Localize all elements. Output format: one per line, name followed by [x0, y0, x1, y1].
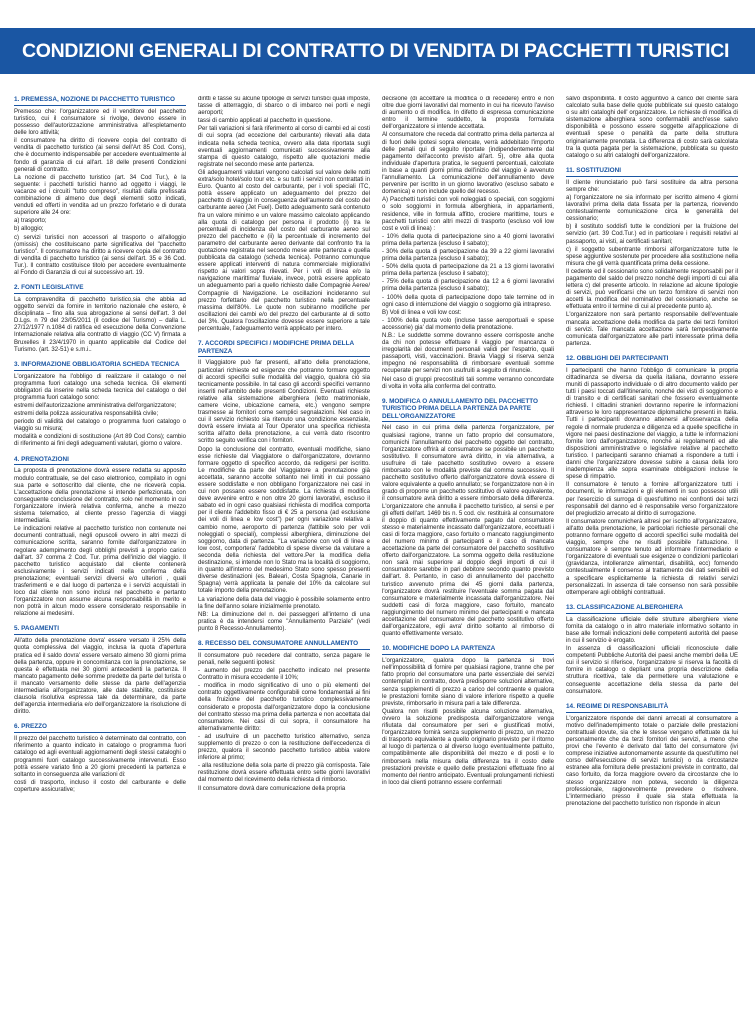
- section-paragraph: diritti e tasse su alcune tipologie di servizi turistici quali imposte, tasse di atterraggio, di sbarco o di imbarco nei porti e negli aeroporti;: [198, 96, 370, 117]
- section-paragraph: il consumatore ha diritto di ricevere copia del contratto di vendita di pacchetto turistico (ai sensi dell'Art 85 Cod. Cons), che è documento indispensabile per accedere eventualmente al fondo di garanzia di cui all'art. 18 delle presenti Condizioni generali di contratto.: [14, 138, 186, 173]
- section-paragraph: Al consumatore che receda dal contratto prima della partenza al di fuori delle ipotesi sopra elencate, verrà addebitato l'importo delle penali qui di seguito riportate (indipendentemente dal pagamento dell'acconto previsto all'art. 5), oltre alla quota individuale d'apertura pratica, le seguenti percentuali, calcolate in base a quanti giorni prima dell'inizio del viaggio è avvenuto l'annullamento. La comunicazione dell'annullamento deve pervenire per iscritto in un giorno lavorativo (escluso sabato e domenica) e non include quello del recesso.: [382, 132, 554, 196]
- section-title: 13. CLASSIFICAZIONE ALBERGHIERA: [566, 604, 738, 614]
- section-paragraph: I partecipanti che hanno l'obbligo di comunicare la propria cittadinanza se diversa da quella italiana, dovranno essere muniti di passaporto individuale o di altro documento valido per tutti i paesi toccati dall'itinerario, nonché dei visti di soggiorno e di transito e di certificati sanitari che fossero eventualmente richiesti. I cittadini stranieri dovranno reperire le informazioni attraverso le loro rappresentanze diplomatiche presenti in Italia. Tutti i partecipanti dovranno attenersi all'osservanza della regole di normale prudenza e diligenza ed a quelle specifiche in vigore nei paesi destinazione del viaggio, a tutte le informazioni fornite loro dall'organizzatore, nonché ai regolamenti ed alle disposizioni amministrative o legislative relative al pacchetto turistico. I partecipanti saranno chiamati a rispondere a tutti i danni che l'organizzatore dovesse subire a causa della loro inadempienza alle sopra esaminate obbligazioni incluse le spese di rimpatrio.: [566, 367, 738, 481]
- section-paragraph: Per tali variazioni si farà riferimento al corso di cambi ed ai costi di cui sopra (ad eccezione del carburante) rilevati alla data indicata nella scheda tecnica, ovvero alla data riportata sugli eventuali aggiornamenti comunicati successivamente alla stampa di questo catalogo, rispetto alle quotazioni medie registrate nel secondo mese ante partenza.: [198, 126, 370, 168]
- section-paragraph: - 100% della quota di partecipazione dopo tale termine od in ogni caso di interruzione del viaggio o soggiorno già intrapreso.: [382, 294, 554, 308]
- section-paragraph: L'organizzatore, qualora dopo la partenza si trovi nell'impossibilità di fornire per qualsiasi ragione, tranne che per fatto proprio del consumatore una parte essenziale dei servizi contemplati in contratto, dovrà predisporre soluzioni alternative, senza supplementi di prezzo a carico del contraente e qualora le prestazioni fornite siano di valore inferiore rispetto a quelle previste, rimborsarlo in misura pari a tale differenza.: [382, 658, 554, 707]
- section-paragraph: Il cedente ed il cessionario sono solidalmente responsabili per il pagamento del saldo del prezzo nonché degli importi di cui alla lettera c) del presente articolo. In relazione ad alcune tipologie di servizi, può verificarsi che un terzo fornitore di servizi non accetti la modifica del nominativo del cessionario, anche se effettuata entro il termine di cui al precedente punto a).: [566, 268, 738, 311]
- terms-columns: [14, 96, 738, 1011]
- section-title: 10. MODIFICHE DOPO LA PARTENZA: [382, 645, 554, 655]
- section-paragraph: La classificazione ufficiale delle strutture alberghiere viene fornita da catalogo o in altro materiale informativo soltanto in base alle formali indicazioni delle competenti autorità del paese in cui il servizio è erogato.: [566, 616, 738, 644]
- column-4: [566, 96, 738, 1011]
- section-paragraph: Qualora non risulti possibile alcuna soluzione alternativa, ovvero la soluzione predisposta dall'organizzatore venga rifiutata dal consumatore per seri e giustificati motivi, l'organizzatore fornirà senza supplemento di prezzo, un mezzo di trasporto equivalente a quello originario previsto per il ritorno al luogo di partenza o al diverso luogo eventualmente pattuito, compatibilmente alle disponibilità del mezzo e di posti e lo rimborserà nella misura della differenza tra il costo delle prestazioni previste e quello delle prestazioni effettuate fino al momento del rientro anticipato. Eventuali prolungamenti richiesti in loco dai clienti potranno essere confermati: [382, 708, 554, 786]
- section-paragraph: b) alloggio;: [14, 226, 44, 233]
- section-paragraph: b) il sostituto soddisfi tutte le condizioni per la fruizione del servizio (art. 39 Cod.Tur.) ed in particolare i requisiti relativi al passaporto, ai visti, ai certificati sanitari;: [566, 224, 738, 245]
- section-paragraph: La nozione di pacchetto turistico (art. 34 Cod Tur.), è la seguente: i pacchetti turistici hanno ad oggetto i viaggi, le vacanze ed i circuiti "tutto compreso", risultati dalla prefissata combinazione di almeno due degli elementi sotto indicati, venduti ed offerti in vendita ad un prezzo forfetario e di durata superiore alle 24 ore:: [14, 174, 186, 217]
- section-paragraph: N.B.: Le suddette somme dovranno essere corrisposte anche da chi non potesse effettuare il viaggio per mancanza o irregolarità dei documenti personali validi per l'espatrio, quali passaporti, visti, vaccinazioni. Bravia Viaggi si riserva senza impegno né responsabilità di rimborsare eventuali somme recuperate per servizi non usufruiti a seguito di rinuncie.: [382, 333, 554, 375]
- section-paragraph: - alla restituzione della sola parte di prezzo già corrisposta. Tale restituzione dovrà essere effettuata entro sette giorni lavorativi dal momento del ricevimento della richiesta di rimborso.: [198, 763, 370, 784]
- section-paragraph: tassi di cambio applicati al pacchetto in questione.: [198, 118, 333, 125]
- section-paragraph: La proposta di prenotazione dovrà essere redatta su apposito modulo contrattuale, se del caso elettronico, compilato in ogni sua parte e sottoscritto dal cliente, che ne riceverà copia. L'accettazione della prenotazione si intende perfezionata, con conseguente conclusione del contratto, solo nel momento in cui l'organizzatore invierà relativa conferma, anche a mezzo sistema telematico, al cliente presso l'agenzia di viaggi intermediaria.: [14, 468, 186, 525]
- section-paragraph: Il Viaggiatore può far presenti, all'atto della prenotazione, particolari richieste ed esigenze che potranno formare oggetto di accordi specifici sulle modalità del viaggio, qualora ciò sia tecnicamente possibile. In tal caso gli accordi specifici verranno inseriti nell'ambito delle presenti Condizioni. Eventuali richieste relative alla sistemazione alberghiera (letto matrimoniale, camere vicine, ubicazione camera, etc.) vengono sempre trasmesse ai fornitori come semplici segnalazioni. Nel caso in cui il servizio richiesto sia ritenuto una condizione essenziale, dovrà essere inviata al Tour Operator una specifica richiesta scritta all'atto della prenotazione, a cui verrà dato riscontro scritto seguito verifica con i fornitori.: [198, 360, 370, 445]
- section-paragraph: La variazione della data del viaggio è possibile solamente entro la fine dell'anno solare inizialmente prenotato.: [198, 596, 370, 610]
- section-paragraph: Il consumatore comunicherà altresì per iscritto all'organizzatore, all'atto della prenotazione, le particolari richieste personali che potranno formare oggetto di accordi specifici sulle modalità del viaggio, sempre che ne risulti possibile l'attuazione. Il consumatore è sempre tenuto ad informare l'intermediario e l'organizzatore di eventuali sue esigenze o condizioni particolari (gravidanza, intolleranze alimentari, disabilità, ecc) fornendo contestualmente il consenso al trattamento dei dati sensibili ed a specificare esplicitamente la richiesta di relativi servizi personalizzati. In assenza di tale consenso non sarà possibile ottemperare agli obblighi contrattuali.: [566, 518, 738, 596]
- section-paragraph: Il prezzo del pacchetto turistico è determinato dal contratto, con riferimento a quanto indicato in catalogo o programma fuori catalogo ed agli eventuali aggiornamenti degli stessi cataloghi o programmi fuori catalogo successivamente intervenuti. Esso potrà essere variato fino a 20 giorni precedenti la partenza e soltanto in conseguenza alle variazioni di:: [14, 736, 186, 778]
- section-paragraph: estremi dell'autorizzazione amministrativa dell'organizzatore;: [14, 403, 177, 409]
- section-paragraph: - modifica in modo significativo di uno o più elementi del contratto oggettivamente configurabili come fondamentali ai fini della fruizione del pacchetto turistico complessivamente considerato e proposta dall'organizzatore dopo la conclusione del contratto stesso ma prima della partenza e non accettata dal consumatore. Nei casi di cui sopra, il consumatore ha alternativamente diritto:: [198, 683, 370, 732]
- section-paragraph: B) Voli di linea e voli low cost:: [382, 309, 462, 316]
- section-paragraph: c) servizi turistici non accessori al trasporto o all'alloggio (omissis) che costituiscano parte significativa del "pacchetto turistico". Il consumatore ha diritto a ricevere copia del contratto di vendita di pacchetto turistico (ai sensi dell'art. 35 e 36 Cod. Tur.). Il contratto costituisce titolo per accedere eventualmente al Fondo di Garanzia di cui al successivo art. 19.: [14, 234, 186, 276]
- section-paragraph: Nel caso in cui prima della partenza l'organizzatore, per qualsiasi ragione, tranne un fatto proprio del consumatore, comunichi l'annullamento del pacchetto oggetto del contratto, l'organizzatore offrirà al consumatore se possibile un pacchetto sostitutivo. Il consumatore avrà diritto, in via alternativa, a usufruire di tale pacchetto sostitutivo ovvero a essere rimborsato con le modalità previste dal comma successivo. Il pacchetto sostitutivo offerto dall'organizzatore dovrà essere di valore equivalente a quello annullato; se l'organizzatore non è in grado di proporre un pacchetto sostitutivo di valore equivalente, il consumatore avrà diritto a essere rimborsato della differenza. L'organizzatore che annulla il pacchetto turistico, al sensi e per gli effetti dell'art. 1469 bis n. 5 cod. civ. restituirà al consumatore il doppio di quanto effettivamente pagato dal consumatore stesso e materialmente incassato dall'organizzatore, eccettuati i casi di forza maggiore, caso fortuito o mancato raggiungimento del numero minimo di partecipanti e il caso di mancata accettazione da parte del consumatore del pacchetto sostitutivo offerto dall'organizzatore. La somma oggetto della restituzione non sarà mai superiore al doppio degli importi di cui il consumatore sarebbe in pari debitore secondo quanto previsto dall'art. 8. Pertanto, in caso di annullamento del pacchetto turistico avvenuto prima dei 45 giorni dalla partenza, l'organizzatore dovrà restituire l'eventuale somma pagata dal consumatore e materialmente incassata dall'organizzatore. Nei suddetti casi di forza maggiore, caso fortuito, mancato raggiungimento del numero minimo dei partecipanti e mancata accettazione del consumatore del pacchetto sostitutivo offerto dall'organizzatore, egli avra' diritto soltanto al rimborso di quanto effettivamente versato.: [382, 425, 554, 638]
- section-paragraph: - 100% della quota volo (incluse tasse aeroportuali e spese accessorie) gia' dal momento della prenotazione.: [382, 317, 554, 331]
- section-paragraph: L'organizzatore non sarà pertanto responsabile dell'eventuale mancata accettazione della modifica da parte dei terzi fornitori di servizi. Tale mancata accettazione sarà tempestivamente comunicata dall'organizzatore alle parti interessate prima della partenza.: [566, 312, 738, 347]
- section-title: 2. FONTI LEGISLATIVE: [14, 284, 186, 294]
- section-title: 11. SOSTITUZIONI: [566, 167, 738, 177]
- section-paragraph: salvo disponibilità. Il costo aggiuntivo a carico del cliente sarà calcolato sulla base delle quote pubblicate sui questo catalogo o su altri cataloghi dell' organizzatore. Le richieste di modifica di sistemazione alberghiera sono confermabili anch'esse salvo disponibilità e possono essere soggette all'applicazione di eventuali spese o penalità da parte della struttura originariamente prenotata. La differenza di costo sarà calcolata tra la quota pagata per la sistemazione, pubblicata su questo catalogo o su altri cataloghi dell'organizzatore.: [566, 96, 738, 159]
- section-paragraph: a) trasporto;: [14, 218, 47, 225]
- column-2: [198, 96, 370, 1011]
- section-paragraph: - 50% della quota di partecipazione da 21 a 13 giorni lavorativi prima della partenza (escluso il sabato);: [382, 264, 554, 278]
- page-title: CONDIZIONI GENERALI DI CONTRATTO DI VENDITA DI PACCHETTI TURISTICI: [22, 40, 730, 62]
- section-paragraph: estremi della polizza assicurativa responsabilità civile;: [14, 411, 159, 418]
- section-title: 8. RECESSO DEL CONSUMATORE ANNULLAMENTO: [198, 640, 370, 650]
- section-title: 4. PRENOTAZIONI: [14, 456, 186, 466]
- column-1: [14, 96, 186, 1011]
- section-paragraph: La compravendita di pacchetto turistico,sia che abbia ad oggetto servizi da fornire in territorio nazionale che estero, è disciplinata – fino alla sua abrogazione ai sensi dell'art. 3 del D.Lgs. n 79 del 23/05/2011 (il codice del Turismo) – dalla L. 27/12/1977 n.1084 di ratifica ed esecuzione della Convenzione Internazionale relativa alla contratto di viaggio (CC V) firmata a Bruxelles il 23/4/1970 in quanto applicabile dal Codice del Turismo. (art. 32-51) e s.m.i..: [14, 296, 186, 353]
- section-paragraph: - 75% della quota di partecipazione da 12 a 6 giorni lavorativi prima della partenza (escluso il sabato);: [382, 279, 554, 293]
- section-paragraph: modalità e condizioni di sostituzione (Art 89 Cod Cons); cambio di riferimento ai fini degli adeguamenti valutari, giorno o valore.: [14, 434, 186, 448]
- section-paragraph: - 10% della quota di partecipazione sino a 40 giorni lavorativi prima della partenza (escluso il sabato);: [382, 233, 554, 247]
- section-paragraph: Il consumatore è tenuto a fornire all'organizzatore tutti i documenti, le informazioni e gli elementi in suo possesso utili per l'esercizio di surroga di quest'ultimo nei confronti dei terzi responsabili del danno ed è responsabile verso l'organizzatore del pregiudizio arrecato al diritto di surrogazione.: [566, 482, 738, 517]
- section-paragraph: Nel caso di gruppi precostituiti tali somme verranno concordate di volta in volta alla conferma del contratto.: [382, 376, 554, 390]
- section-paragraph: c) il soggetto subentrante rimborsi all'organizzatore tutte le spese aggiuntive sostenute per procedere alla sostituzione nella misura che gli verrà quantificata prima della cessione.: [566, 246, 738, 267]
- section-paragraph: All'atto della prenotazione dovra' essere versato il 25% della quota complessiva del viaggio, inclusa la quota d'apertura pratica ed il saldo dovra' essere versato almeno 30 giorni prima della partenza, oppure in concomitanza con la prenotazione, se questa è effettuata nei 30 giorni antecedenti la partenza. Il mancato pagamento delle somme predette da parte del turista o il mancato versamento delle stesse da parte dell'agenzia intermediaria all'organizzatore, alle date stabilite, costituisce clausola risolutiva espressa tale da determinare, da parte dell'agenzia intermediaria e/o dell'organizzatore la risoluzione di diritto.: [14, 638, 186, 716]
- section-paragraph: In assenza di classificazioni ufficiali riconosciute dalle competenti Pubbliche Autorità dei paesi anche membri della UE cui il servizio si riferisce, l'organizzatore si riserva la facoltà di fornire in catalogo o depliant una propria descrizione della struttura ricettiva, tale da permettere una valutazione e conseguente accettazione della stessa da parte del consumatore.: [566, 646, 738, 695]
- section-paragraph: Le indicazioni relative al pacchetto turistico non contenute nei documenti contrattuali, negli opuscoli ovvero in altri mezzi di comunicazione scritta, saranno fornite dall'organizzatore in regolare adempimento degli obblighi previsti a proprio carico dall'art. 37 comma 2 Cod. Tur. prima dell'inizio del viaggio. Il pacchetto turistico acquistato dal cliente contenerà esclusivamente i servizi indicati nella conferma della prenotazione; eventuali servizi diversi e/o ulteriori , quali trasferimenti e e dal luogo di partenza e i servizi acquistati in loco dal cliente non sono inclusi nel pacchetto e pertanto l'organizzatore non assume alcuna responsabilità in merito e non potrà in alcun modo essere considerato responsabile in relazione ai medesimi.: [14, 526, 186, 618]
- section-title: 12. OBBLIGHI DEI PARTECIPANTI: [566, 355, 738, 365]
- section-paragraph: L'organizzatore ha l'obbligo di realizzare il catalogo o nel programma fuori catalogo una scheda tecnica. Gli elementi obbligatori da inserire nella scheda tecnica del catalogo o del programma fuori catalogo sono:: [14, 373, 186, 401]
- section-paragraph: costi di trasporto, incluso il costo del carburante e delle coperture assicurative;: [14, 779, 186, 793]
- title-banner: [0, 28, 755, 74]
- section-title: 7. ACCORDI SPECIFICI / MODIFICHE PRIMA DELLA PARTENZA: [198, 340, 370, 357]
- section-paragraph: Dopo la conclusione del contratto, eventuali modifiche, siano esse richieste dal Viaggiatore o dall'organizzatore, dovranno formare oggetto di specifico accordo, da redigersi per iscritto. Le modifiche da parte del Viaggiatore a prenotazione già accettata, saranno accolte soltanto nei limiti in cui possano essere soddisfatte e non obbligano l'organizzatore nei casi in cui non possano essere soddisfatte. La richiesta di modifica deve avvenire entro e non oltre 20 giorni lavorativi, escluso il sabato ed in ogni caso qualsiasi richiesta di modifica comporta per il cliente l'addebito fisso di € 25 a persona (ad esclusione dei voli di linea e low cost") per ogni variazione relativa a cambio nome, aeroporto di partenza (fattibile solo per voli noleggiati o speciali), complessi alberghiera, diminuzione del soggiorno, data di partenza. "La variazione con voli di linea e low cost, comportera' l'addebito di spese diverse da valutare a seconda della richiesta del vettore.Per la modifica della destinazione, si intende non lo Stato ma la località di soggiorno, in quanto all'interno del medesimo Stato sono spesso presenti diverse destinazioni (es. Baleari, Costa Spagnola, Canarie in Spagna) verrà applicata la penale del 10% da calcolare sul totale importo della prenotazione.: [198, 446, 370, 595]
- section-paragraph: - ad usufruire di un pacchetto turistico alternativo, senza supplemento di prezzo o con la restituzione dell'eccedenza di prezzo, qualora il secondo pacchetto turistico abbia valore inferiore al primo;: [198, 733, 370, 762]
- section-paragraph: Il cliente rinunciatario può farsi sostituire da altra persona sempre che:: [566, 179, 738, 193]
- section-title: 1. PREMESSA, NOZIONE DI PACCHETTO TURISTICO: [14, 96, 186, 106]
- section-paragraph: A) Pacchetti turistici con voli noleggiati o speciali, con soggiorni o solo soggiorni in formula alberghiera, in appartamenti, residence, ville in formula affitto, crociere marittime, tours e pacchetti turistici con altri mezzi di trasporto (escluso voli low cost e voli di linea) :: [382, 197, 554, 232]
- section-paragraph: Premesso che: l'organizzatore ed il venditore del pacchetto turistico, cui il consumatore si rivolge, devono essere in possesso dell'autorizzazione amministrativa all'espletamento delle loro attività;: [14, 108, 186, 137]
- section-paragraph: a) l'organizzatore ne sia informato per iscritto almeno 4 giorni lavorativi prima della data fissata per la partenza, ricevendo contestualmente comunicazione circa le generalità del cessionario;: [566, 194, 738, 223]
- section-paragraph: NB: La diminuzione del n. dei passeggeri all'interno di una pratica è da intendersi come "Annullamento Parziale" (vedi punto 8 Recesso-Annullamento).: [198, 611, 370, 632]
- section-paragraph: Il consumatore dovrà dare comunicazione della propria: [198, 785, 346, 792]
- section-title: 9. MODIFICA O ANNULLAMENTO DEL PACCHETTO TURISTICO PRIMA DELLA PARTENZA DA PARTE DELL'ORGANIZZATORE: [382, 398, 554, 423]
- section-paragraph: periodo di validità del catalogo o programma fuori catalogo o viaggio su misura;: [14, 419, 186, 433]
- section-paragraph: decisione (di accettare la modifica o di recedere) entro e non oltre due giorni lavorativi dal momento in cui ha ricevuto l'avviso di aumento o di modifica. In difetto di espressa comunicazione entro il termine suddetto, la proposta formulata dell'organizzatore si intende accettata.: [382, 96, 554, 131]
- section-title: 3. INFORMAZIONE OBBLIGATORIA SCHEDA TECNICA: [14, 361, 186, 371]
- section-paragraph: - 30% della quota di partecipazione da 39 a 22 giorni lavorativi prima della partenza (escluso il sabato);: [382, 248, 554, 263]
- section-title: 6. PREZZO: [14, 723, 186, 733]
- section-title: 5. PAGAMENTI: [14, 625, 186, 635]
- column-3: [382, 96, 554, 1011]
- section-title: 14. REGIME DI RESPONSABILITÀ: [566, 703, 738, 713]
- section-paragraph: - aumento del prezzo del pacchetto indicato nel presente Contratto in misura eccedente il 10%;: [198, 668, 370, 682]
- section-paragraph: Il consumatore può recedere dal contratto, senza pagare le penali, nelle seguenti ipotesi:: [198, 652, 370, 666]
- section-paragraph: L'organizzatore risponde dei danni arrecati al consumatore a motivo dell'inadempimento totale o parziale delle prestazioni contrattuali dovute, sia che le stesse vengano effettuate da lui personalmente che da terzi fornitori dei servizi, a meno che provi che l'evento è derivato dal fatto del consumatore (ivi comprese iniziative autonomamente assunte da quest'ultimo nel corso dell'esecuzione di servizi turistici) o da circostanze estranee alla fornitura delle prestazioni previste in contratto, dal caso fortuito, da forza maggiore ovvero da circostanze che lo stesso organizzatore non poteva, secondo la diligenza professionale, ragionevolmente prevedere o risolvere. L'intermediario presso il quale sia stata effettuata la prenotazione del pacchetto turistico non risponde in alcun: [566, 715, 738, 807]
- section-paragraph: Gli adeguamenti valutari vengono calcolati sul valore delle notti extra/solo hotel/solo tour etc. e su tutti i servizi non contrattati in Euro. Quanto al costo del carburante, per i voli speciali ITC, potrà essere applicato un adeguamento del prezzo del pacchetto di viaggio in conseguenza dell'aumento del costo del carburante aereo (Jet Fuel). Detto adeguamento sarà contenuto fra un valore minimo e un valore massimo calcolato applicando alla quota di catalogo per persona il prodotto (i) tra le percentuali di incidenza del costo del carburante aereo sul prezzo del pacchetto e (ii) la percentuale di incremento del parametro del carburante aereo derivante dal confronto fra la quotazione registrata nel secondo mese ante partenza e quella pubblicata da catalogo (scheda tecnica). Potranno comunque essere applicati interventi di natura commerciale migliorativi rispetto ai valori sopra rilevati. Per i voli di linea e/o la navigazione marittima/ fluviale, invece, potrà essere applicato un adeguamento pari a quello richiesto dalle Compagnie Aeree/ Compagnie di Navigazione. Le oscillazioni incideranno sul prezzo forfettario del pacchetto turistico nella percentuale massima dell'80%. Le quote non subiranno modifiche per oscillazioni dei cambi e/o del prezzo del carburante al di sotto del 3%. Qualora l'oscillazione dovesse essere superiore a tale percentuale, l'adeguamento verrà applicato per intero.: [198, 169, 370, 332]
